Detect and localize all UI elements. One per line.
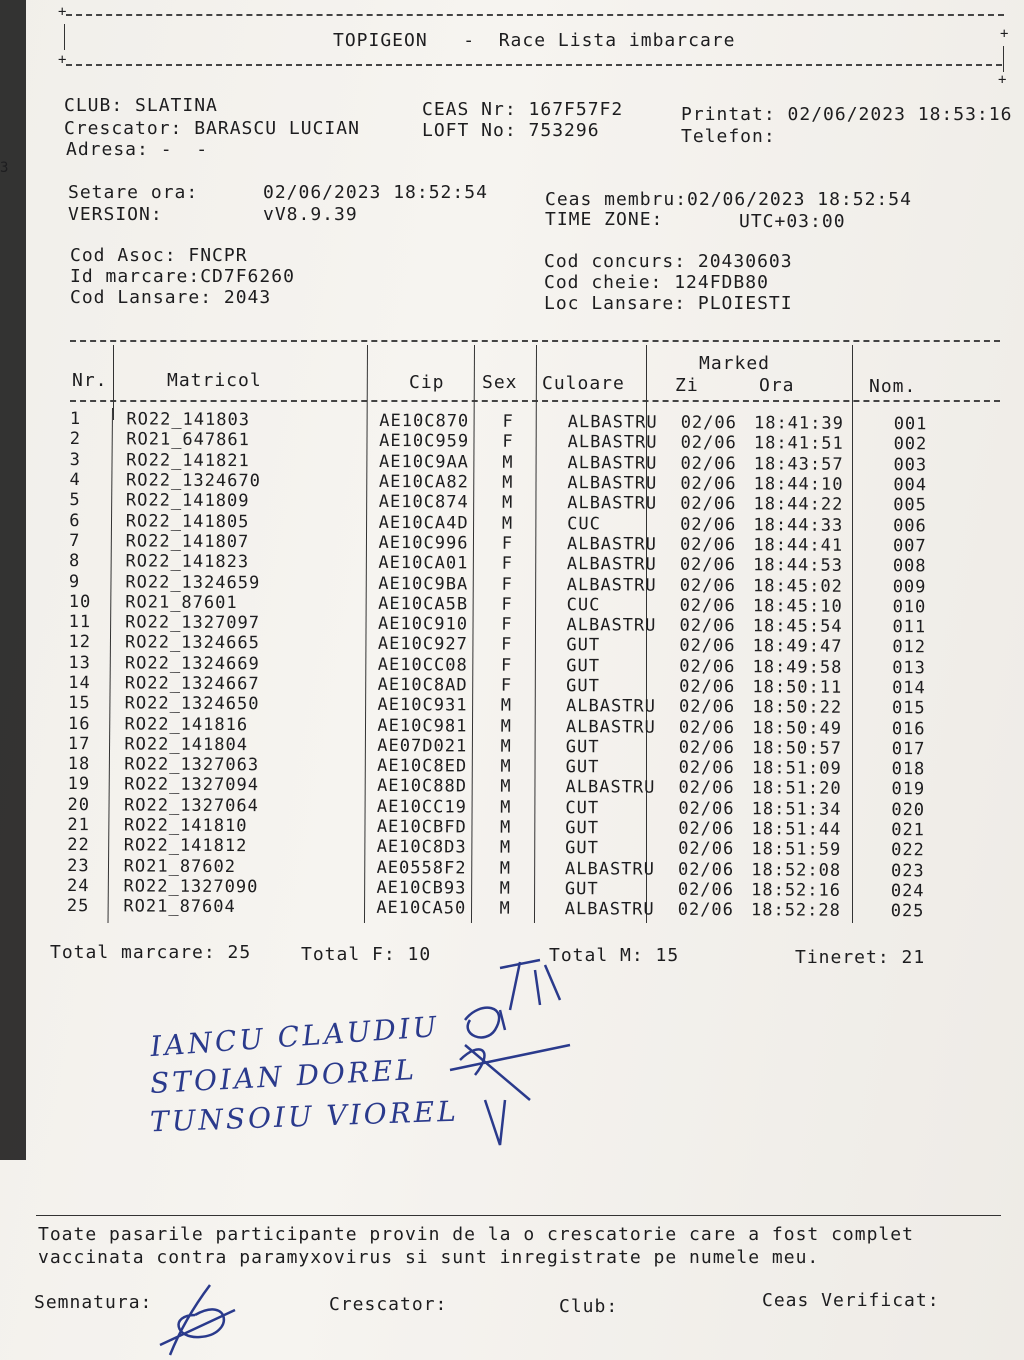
cell-nr: 25 [66,896,90,917]
cell-matricol: RO21_87602 [123,856,237,877]
cell-nom: 003 [893,454,928,476]
cell-matricol: RO22_141804 [124,734,249,756]
cell-zi: 02/06 [679,676,736,698]
cell-cip: AE10C910 [378,614,469,635]
ceas-verificat-label: Ceas Verificat: [762,1290,940,1311]
cell-nr: 13 [68,652,91,673]
cell-culoare: ALBASTRU [567,432,658,454]
time-zone-label: TIME ZONE: [545,209,664,230]
col-header-culoare: Culoare [542,373,625,394]
ceas-nr-field: CEAS Nr: 167F57F2 [422,99,624,120]
cell-zi: 02/06 [679,554,737,576]
cell-culoare: GUT [566,676,600,697]
cell-cip: AE10CBFD [376,817,467,838]
cell-matricol: RO22_141809 [125,490,250,512]
cell-cip: AE10C88D [377,776,468,797]
cell-sex: M [500,797,512,818]
ceas-membru-field: Ceas membru:02/06/2023 18:52:54 [545,189,912,210]
handwritten-name-3: TUNSOIU VIOREL [149,1094,460,1139]
cell-nom: 018 [891,759,926,780]
crescator-field: Crescator: BARASCU LUCIAN [64,118,360,139]
cell-zi: 02/06 [680,514,737,535]
cell-ora: 18:44:41 [753,535,844,556]
cell-cip: AE10C874 [378,492,469,513]
cod-concurs-field: Cod concurs: 20430603 [544,251,793,272]
cell-ora: 18:51:44 [751,819,842,840]
cell-cip: AE10CA50 [376,898,467,919]
col-header-cip: Cip [409,372,445,393]
cell-sex: M [499,817,512,838]
cell-sex: F [502,432,514,453]
cell-matricol: RO22_1324665 [124,632,260,654]
cell-ora: 18:45:02 [752,575,843,597]
cell-culoare: ALBASTRU [567,493,658,514]
cell-culoare: ALBASTRU [567,452,658,474]
version-value: vV8.9.39 [263,204,358,225]
cell-sex: F [501,635,513,656]
cell-ora: 18:44:33 [753,514,844,536]
cell-zi: 02/06 [678,818,735,840]
cell-cip: AE10CA01 [378,553,469,574]
table-row [59,896,959,922]
cell-nr: 8 [69,551,81,572]
cell-zi: 02/06 [677,859,735,880]
cell-zi: 02/06 [678,697,736,718]
cell-ora: 18:41:51 [753,433,844,455]
cell-nom: 019 [891,779,926,800]
cell-culoare: ALBASTRU [567,412,658,433]
cell-cip: AE10CA82 [378,471,469,493]
cell-nom: 007 [892,536,927,557]
col-header-nom: Nom. [869,376,917,397]
header-left-border [64,24,65,50]
cell-cip: AE10C8D3 [376,837,467,858]
cell-nr: 22 [67,835,90,856]
cell-sex: F [502,411,514,432]
cell-culoare: GUT [565,838,599,859]
cell-nr: 7 [69,530,81,552]
cell-matricol: RO22_1324659 [125,571,261,593]
cell-zi: 02/06 [679,595,736,616]
cell-culoare: GUT [564,879,599,900]
club-field: CLUB: SLATINA [64,95,218,116]
cell-sex: M [499,878,511,899]
cell-ora: 18:50:22 [752,697,843,719]
cell-ora: 18:45:54 [752,616,843,637]
cell-ora: 18:50:57 [751,738,842,759]
cell-zi: 02/06 [679,615,736,637]
cell-sex: M [499,858,512,879]
cod-asoc-field: Cod Asoc: FNCPR [70,245,248,266]
cell-matricol: RO22_1327097 [125,612,261,634]
marking-table [59,409,962,922]
cell-matricol: RO22_1324650 [124,693,260,715]
cell-nr: 9 [68,571,81,592]
cell-matricol: RO22_141803 [126,409,251,431]
cell-nr: 1 [69,409,82,430]
cell-matricol: RO22_141823 [125,551,250,573]
corner-mark: + [1000,26,1009,42]
cell-nr: 20 [67,794,91,815]
table-top-rule [70,340,1000,342]
cell-ora: 18:41:39 [753,413,844,434]
total-m: Total M: 15 [549,945,680,966]
cell-nom: 009 [892,576,927,597]
cell-sex: M [500,777,512,798]
cell-sex: M [500,716,512,737]
cell-culoare: ALBASTRU [565,716,656,738]
cell-culoare: GUT [566,655,601,676]
cell-culoare: ALBASTRU [565,777,656,799]
cell-culoare: CUT [565,797,600,819]
version-label: VERSION: [68,204,163,225]
crescator-signature-label: Crescator: [329,1294,448,1315]
cell-nr: 4 [69,470,81,491]
cell-matricol: RO21_647861 [126,429,250,451]
cell-nom: 016 [891,718,926,739]
cell-nom: 010 [892,596,927,618]
tineret-total: Tineret: 21 [795,947,926,968]
cell-nr: 3 [69,449,82,470]
cell-nr: 15 [68,693,91,714]
declaration-line-1: Toate pasarile participante provin de la o crescatorie care a fost complet [38,1224,914,1245]
signature-mark [140,1275,250,1360]
cell-sex: F [501,553,513,574]
cell-cip: AE10CC08 [377,654,468,676]
cell-ora: 18:51:59 [751,839,842,861]
cell-zi: 02/06 [678,778,735,799]
corner-mark: + [58,4,67,20]
cell-nr: 21 [67,815,91,836]
setare-ora-value: 02/06/2023 18:52:54 [263,182,488,203]
cell-zi: 02/06 [677,879,735,901]
cell-sex: F [501,574,513,595]
cell-culoare: GUT [565,818,600,839]
cell-zi: 02/06 [680,473,737,495]
loc-lansare-field: Loc Lansare: PLOIESTI [544,293,793,314]
cell-ora: 18:50:11 [752,677,843,698]
cell-cip: AE10CA4D [378,512,469,534]
printat-field: Printat: 02/06/2023 18:53:16 [681,104,1013,125]
cell-nr: 5 [69,490,81,511]
cell-zi: 02/06 [678,737,735,759]
cell-nr: 12 [68,632,92,653]
cell-zi: 02/06 [678,798,735,819]
corner-mark: + [998,72,1007,88]
col-header-zi: Zi [675,375,699,396]
cell-cip: AE10C981 [377,715,468,737]
cell-nom: 008 [892,556,927,577]
header-bottom-rule [66,64,1002,66]
cell-ora: 18:49:47 [752,636,843,658]
cell-matricol: RO21_87604 [123,896,236,918]
cell-matricol: RO22_141812 [123,835,248,857]
cell-culoare: ALBASTRU [566,615,657,636]
time-zone-value: UTC+03:00 [739,211,846,232]
header-right-border [1003,46,1004,72]
cell-sex: M [500,756,512,777]
cell-zi: 02/06 [680,412,737,434]
cell-nom: 017 [891,738,926,760]
cell-nom: 023 [890,860,925,881]
adresa-field: Adresa: - - [66,139,209,160]
cell-matricol: RO22_1327094 [124,774,260,796]
cell-cip: AE10C927 [377,634,468,655]
cell-ora: 18:44:10 [753,474,844,495]
cell-sex: M [502,472,514,493]
loft-no-field: LOFT No: 753296 [422,120,600,141]
cell-matricol: RO22_141810 [123,815,248,837]
cell-sex: M [501,493,514,514]
cell-zi: 02/06 [680,433,737,454]
cell-nom: 011 [892,617,927,638]
cell-cip: AE0558F2 [376,857,467,879]
cell-cip: AE07D021 [377,735,468,757]
cell-nom: 021 [891,820,926,841]
cell-matricol: RO22_1324670 [125,470,261,492]
cell-sex: M [499,898,511,920]
cell-cip: AE10CA5B [378,593,469,615]
cell-ora: 18:44:22 [753,494,844,516]
total-f: Total F: 10 [301,944,432,965]
col-header-nr: Nr. [72,370,108,391]
cell-culoare: ALBASTRU [566,534,657,555]
cell-zi: 02/06 [680,453,737,474]
cell-sex: M [500,695,513,717]
cell-culoare: ALBASTRU [566,574,657,596]
cell-nom: 006 [893,515,927,536]
cell-culoare: CUC [566,594,601,616]
cell-nr: 24 [67,876,90,897]
cell-culoare: ALBASTRU [564,858,655,880]
cell-sex: M [499,838,512,859]
data-table [59,409,962,922]
footer-rule [36,1215,1001,1216]
cell-ora: 18:45:10 [752,596,843,617]
cell-ora: 18:49:58 [752,656,843,678]
cell-zi: 02/06 [677,900,734,921]
header-top-rule [66,14,1004,16]
cell-nr: 11 [68,612,92,633]
cell-sex: F [500,655,513,676]
cell-nr: 23 [67,855,90,876]
cell-nom: 012 [892,637,927,658]
cell-ora: 18:52:16 [751,880,842,901]
cell-zi: 02/06 [678,839,735,860]
cell-matricol: RO22_141816 [124,713,249,735]
cell-nr: 6 [69,510,81,531]
cell-nr: 16 [68,713,91,734]
cell-matricol: RO22_1324667 [124,673,260,695]
margin-mark: 3 [0,160,9,176]
cell-zi: 02/06 [678,757,735,779]
cell-matricol: RO22_141805 [125,511,250,532]
cell-culoare: CUC [567,513,601,534]
cell-nr: 18 [67,754,91,775]
col-header-sex: Sex [482,372,518,393]
cell-cip: AE10C931 [377,695,468,716]
cell-nom: 025 [890,901,925,922]
cell-nr: 2 [69,429,82,450]
cell-nom: 013 [892,657,927,678]
cell-cip: AE10CB93 [376,877,467,899]
cell-nom: 022 [891,840,925,861]
cell-culoare: GUT [565,757,600,778]
cell-zi: 02/06 [680,494,737,515]
cell-matricol: RO22_1324669 [124,653,260,674]
cell-culoare: GUT [565,736,600,758]
cell-zi: 02/06 [679,656,736,677]
corner-mark: + [58,52,67,68]
cell-nom: 024 [890,881,925,902]
handwritten-name-1: IANCU CLAUDIU [149,1009,441,1064]
cell-sex: F [500,675,513,696]
cell-matricol: RO22_1327090 [123,876,259,898]
cell-cip: AE10C870 [379,411,470,432]
cell-matricol: RO22_141821 [126,450,250,471]
cell-nom: 001 [893,414,928,435]
cell-zi: 02/06 [679,575,736,596]
cell-cip: AE10CC19 [376,796,467,818]
cell-cip: AE10C959 [379,431,470,452]
telefon-field: Telefon: [681,126,776,147]
cell-nom: 015 [891,698,926,719]
cell-nom: 002 [893,434,928,455]
handwritten-signatures [440,950,590,1150]
cell-cip: AE10C8AD [377,674,468,696]
cell-sex: F [501,533,514,554]
cell-cip: AE10C9BA [378,573,469,595]
cell-nom: 004 [893,475,928,496]
cell-culoare: ALBASTRU [566,554,657,575]
cell-matricol: RO22_1327063 [124,754,260,776]
col-header-matricol: Matricol [167,370,262,391]
cod-lansare-field: Cod Lansare: 2043 [70,287,272,308]
cell-ora: 18:52:08 [751,859,842,881]
cell-matricol: RO22_1327064 [123,795,259,816]
cell-matricol: RO21_87601 [125,592,238,613]
cell-ora: 18:44:53 [753,555,844,576]
total-marcare: Total marcare: 25 [50,942,252,963]
cell-nom: 005 [893,495,928,516]
page-title: TOPIGEON - Race Lista imbarcare [333,30,736,51]
cell-ora: 18:52:28 [750,900,841,922]
cell-sex: M [502,452,514,473]
cell-ora: 18:50:49 [752,717,843,739]
semnatura-label: Semnatura: [34,1292,153,1313]
cell-nom: 014 [892,678,926,699]
cell-nom: 020 [891,799,926,821]
cell-culoare: GUT [566,635,601,656]
cell-culoare: ALBASTRU [564,899,655,920]
col-header-ora: Ora [759,375,795,396]
declaration-line-2: vaccinata contra paramyxovirus si sunt inregistrate pe numele meu. [38,1247,820,1268]
cell-cip: AE10C9AA [379,451,470,473]
cell-ora: 18:51:34 [751,799,842,820]
cell-ora: 18:51:20 [751,778,842,800]
cell-sex: M [501,513,514,534]
cell-zi: 02/06 [679,534,737,556]
cell-sex: M [500,736,512,757]
cell-culoare: ALBASTRU [565,696,656,717]
cell-nr: 19 [67,774,91,795]
cell-sex: F [501,594,513,615]
cell-nr: 10 [68,591,92,612]
col-header-marked: Marked [699,353,771,374]
cell-zi: 02/06 [678,717,736,738]
cell-matricol: RO22_141807 [125,531,250,553]
cell-ora: 18:43:57 [753,453,844,475]
cod-cheie-field: Cod cheie: 124FDB80 [544,272,769,293]
cell-ora: 18:51:09 [751,758,842,779]
club-signature-label: Club: [559,1296,619,1317]
handwritten-name-2: STOIAN DOREL [149,1053,418,1100]
id-marcare-field: Id marcare:CD7F6260 [70,266,295,287]
cell-culoare: ALBASTRU [567,473,658,494]
setare-ora-label: Setare ora: [68,182,199,203]
cell-zi: 02/06 [679,636,736,657]
cell-nr: 17 [67,733,91,755]
cell-nr: 14 [68,673,91,694]
cell-cip: AE10C996 [378,532,469,554]
cell-cip: AE10C8ED [377,756,468,777]
cell-sex: F [501,614,513,635]
